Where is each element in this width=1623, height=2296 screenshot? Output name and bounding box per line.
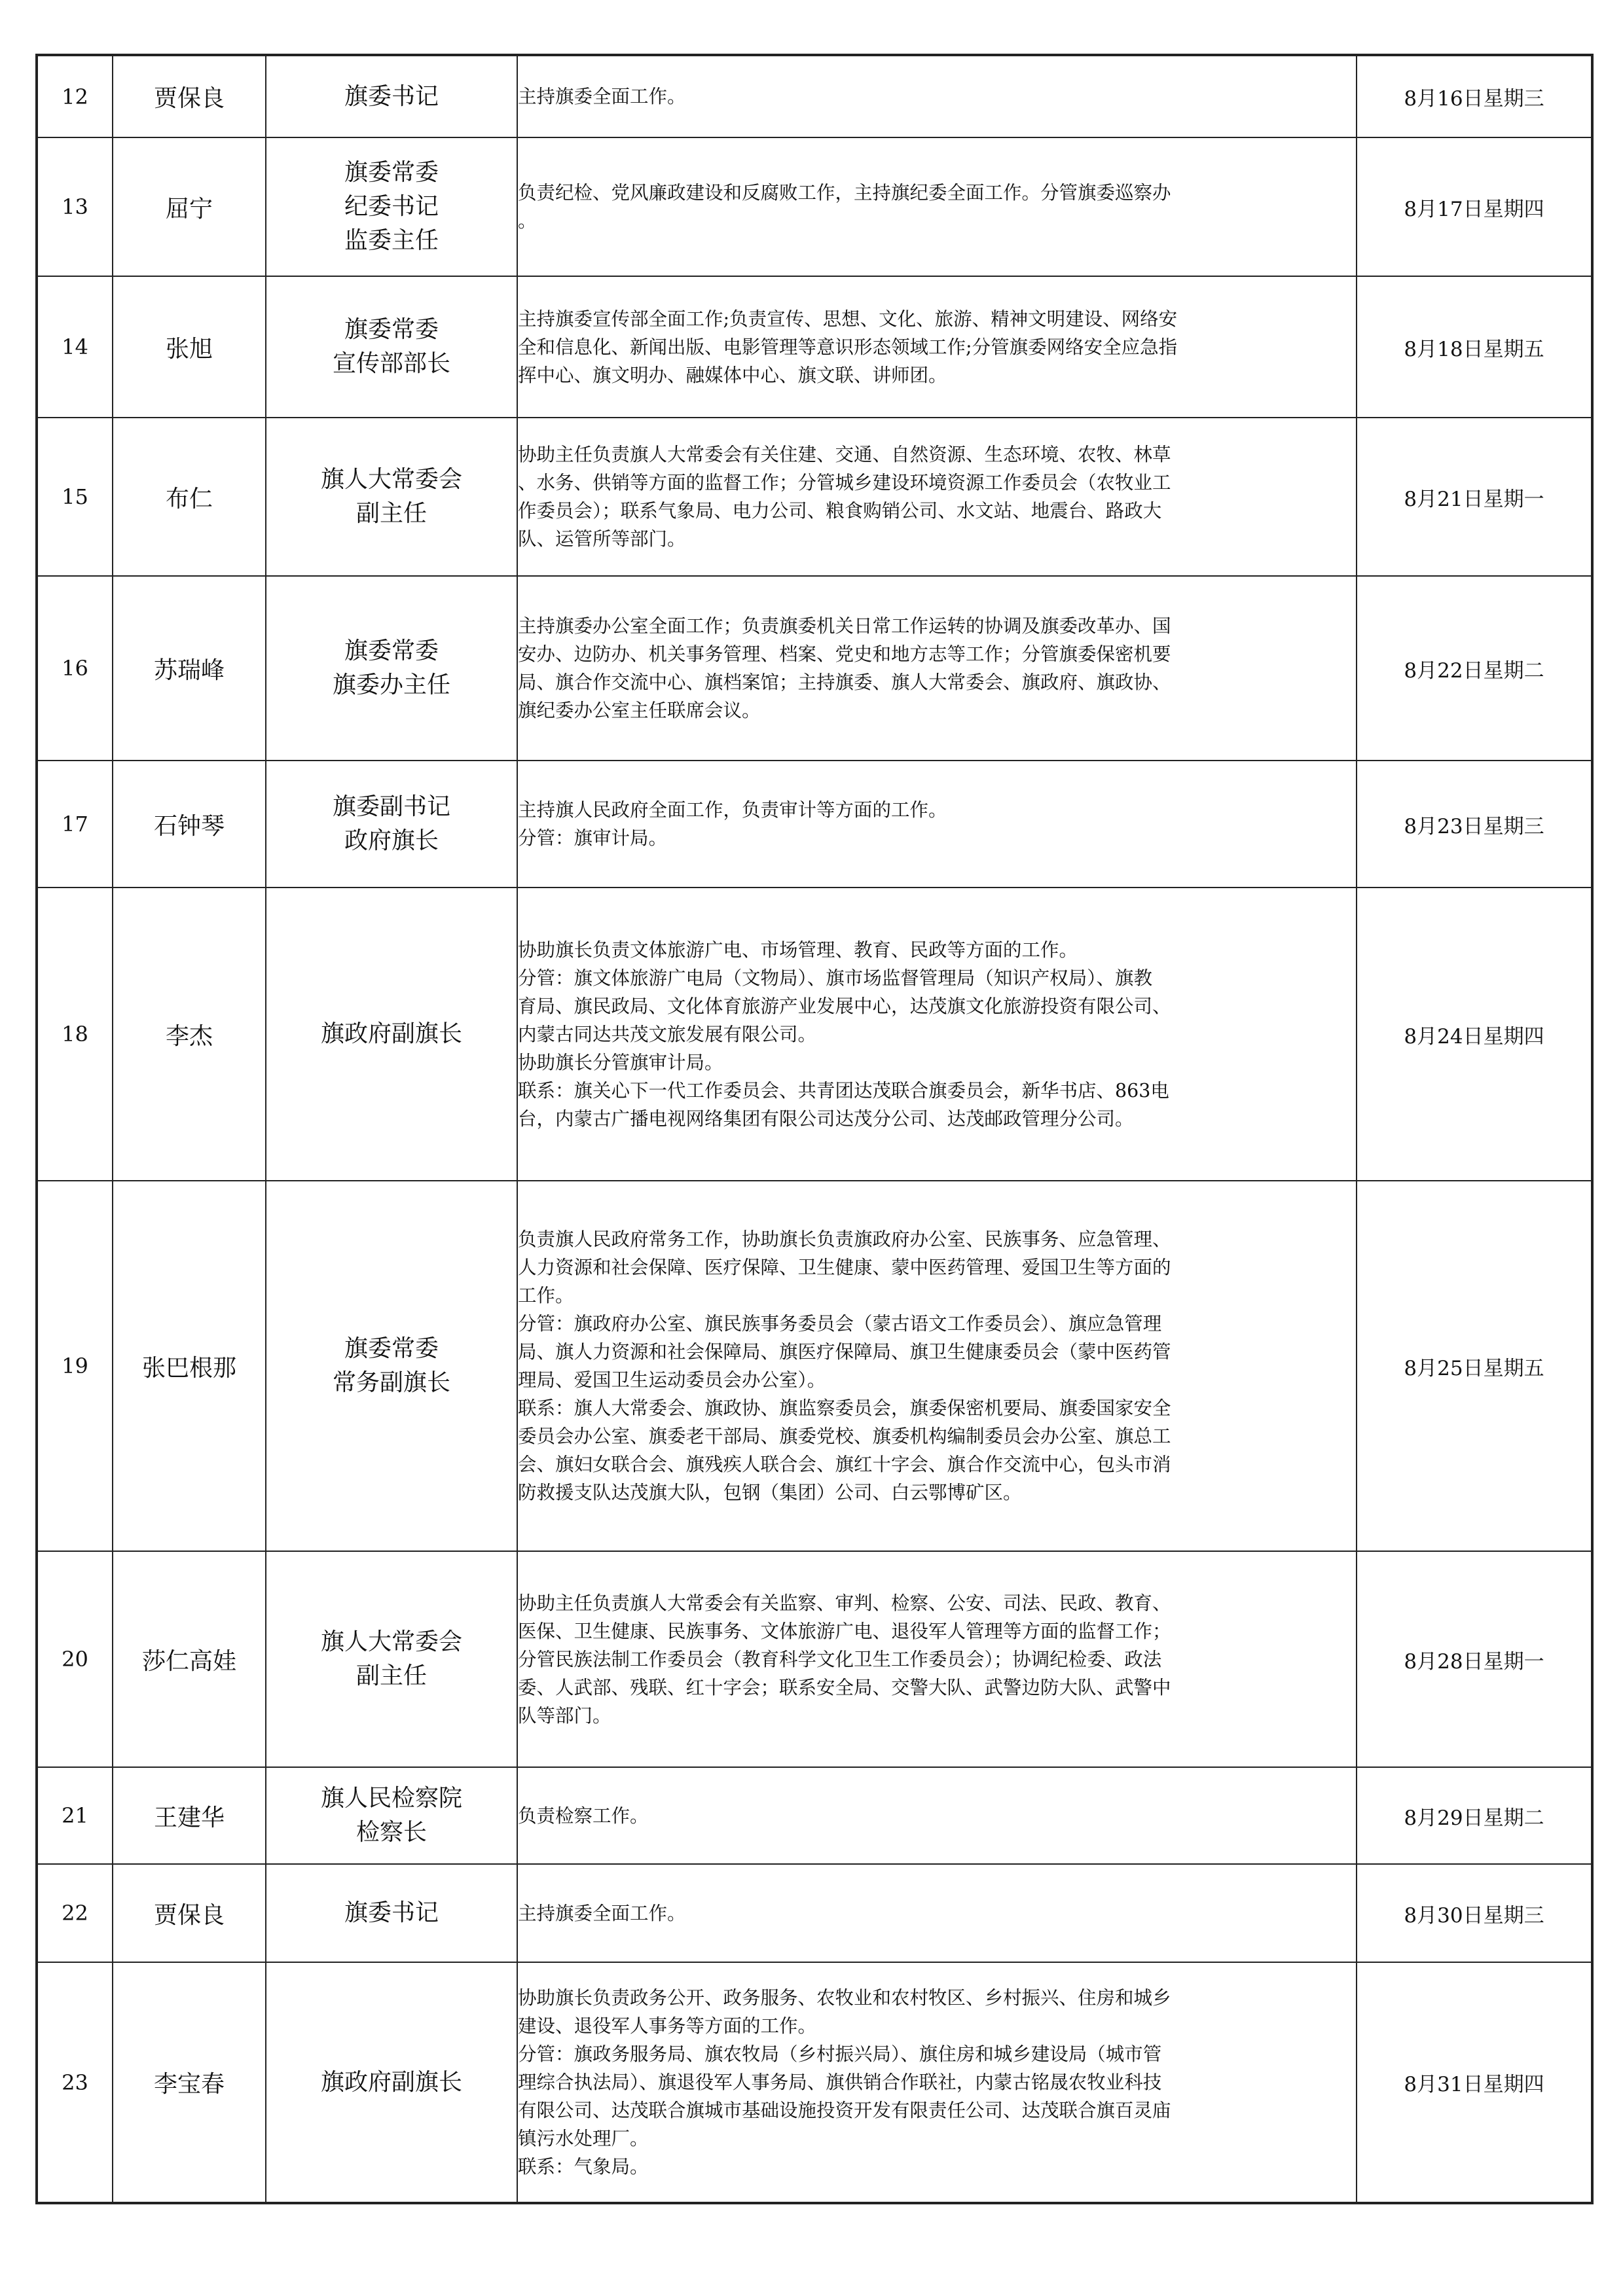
duty-description (517, 276, 1357, 418)
duty-line: 挥中心、旗文明办、融媒体中心、旗文联、讲师团。 (518, 364, 947, 386)
duty-line: 协助旗长负责政务公开、政务服务、农牧业和农村牧区、乡村振兴、住房和城乡 (518, 1987, 1171, 2009)
position-title-line: 常务副旗长 (332, 1369, 450, 1396)
duty-line: 协助主任负责旗人大常委会有关住建、交通、自然资源、生态环境、农牧、林草 (518, 444, 1171, 465)
position-title-line: 旗委常委 (344, 1335, 439, 1362)
duty-line: 人力资源和社会保障、医疗保障、卫生健康、蒙中医药管理、爱国卫生等方面的 (518, 1257, 1171, 1278)
duty-line: 协助主任负责旗人大常委会有关监察、审判、检察、公安、司法、民政、教育、 (518, 1592, 1171, 1614)
duty-line: 委、人武部、残联、红十字会；联系安全局、交警大队、武警边防大队、武警中 (518, 1676, 1171, 1698)
person-name: 苏瑞峰 (113, 576, 266, 761)
row-number: 23 (37, 1962, 113, 2203)
row-number: 13 (37, 137, 113, 276)
position-title-line: 副主任 (356, 1662, 427, 1689)
position-title (266, 761, 517, 888)
duty-date: 8月28日星期一 (1357, 1551, 1592, 1767)
duty-line: 台，内蒙古广播电视网络集团有限公司达茂分公司、达茂邮政管理分公司。 (518, 1107, 1134, 1130)
duty-date: 8月29日星期二 (1357, 1767, 1592, 1864)
duty-date: 8月22日星期二 (1357, 576, 1592, 761)
position-title (266, 1767, 517, 1864)
position-title-line: 旗政府副旗长 (320, 1020, 462, 1047)
duty-line: 联系：旗人大常委会、旗政协、旗监察委员会，旗委保密机要局、旗委国家安全 (518, 1397, 1171, 1419)
duty-line: 分管：旗文体旅游广电局（文物局）、旗市场监督管理局（知识产权局）、旗教 (518, 967, 1153, 989)
row-number: 21 (37, 1767, 113, 1864)
duty-date: 8月17日星期四 (1357, 137, 1592, 276)
position-title-line: 宣传部部长 (332, 350, 450, 377)
duty-line: 。 (518, 210, 537, 232)
position-title (266, 1181, 517, 1551)
duty-description (517, 137, 1357, 276)
duty-date: 8月23日星期三 (1357, 761, 1592, 888)
position-title (266, 276, 517, 418)
duty-line: 协助旗长分管旗审计局。 (518, 1051, 723, 1073)
person-name: 贾保良 (113, 1864, 266, 1962)
row-number: 20 (37, 1551, 113, 1767)
person-name: 张旭 (113, 276, 266, 418)
position-title (266, 888, 517, 1181)
duty-line: 全和信息化、新闻出版、电影管理等意识形态领域工作;分管旗委网络安全应急指 (518, 336, 1178, 358)
duty-line: 负责旗人民政府常务工作，协助旗长负责旗政府办公室、民族事务、应急管理、 (518, 1229, 1171, 1250)
table-row (37, 1864, 1592, 1962)
duty-date: 8月25日星期五 (1357, 1181, 1592, 1551)
duty-description (517, 576, 1357, 761)
position-title (266, 576, 517, 761)
duty-line: 镇污水处理厂。 (518, 2128, 649, 2149)
duty-description (517, 1181, 1357, 1551)
table-row (37, 1181, 1592, 1551)
duty-line: 分管：旗审计局。 (518, 827, 668, 849)
duty-date: 8月21日星期一 (1357, 418, 1592, 576)
row-number: 22 (37, 1864, 113, 1962)
position-title (266, 55, 517, 137)
duty-line: 局、旗合作交流中心、旗档案馆；主持旗委、旗人大常委会、旗政府、旗政协、 (518, 672, 1171, 693)
position-title-line: 旗人大常委会 (320, 466, 462, 493)
position-title-line: 旗委书记 (344, 1899, 439, 1926)
row-number: 15 (37, 418, 113, 576)
duty-line: 理局、爱国卫生运动委员会办公室）。 (518, 1369, 826, 1391)
duty-line: 协助旗长负责文体旅游广电、市场管理、教育、民政等方面的工作。 (518, 939, 1078, 961)
person-name: 王建华 (113, 1767, 266, 1864)
duty-line: 工作。 (518, 1285, 574, 1306)
person-name: 屈宁 (113, 137, 266, 276)
duty-line: 内蒙古同达共茂文旅发展有限公司。 (518, 1023, 817, 1045)
duty-line: 防救援支队达茂旗大队，包钢（集团）公司、白云鄂博矿区。 (518, 1482, 1022, 1503)
duty-line: 分管民族法制工作委员会（教育科学文化卫生工作委员会）；协调纪检委、政法 (518, 1648, 1162, 1670)
row-number: 12 (37, 55, 113, 137)
person-name: 莎仁高娃 (113, 1551, 266, 1767)
table-row (37, 418, 1592, 576)
position-title-line: 旗委办主任 (332, 672, 450, 698)
row-number: 16 (37, 576, 113, 761)
duty-date: 8月24日星期四 (1357, 888, 1592, 1181)
table-row (37, 1767, 1592, 1864)
position-title-line: 旗政府副旗长 (320, 2068, 462, 2096)
duty-line: 会、旗妇女联合会、旗残疾人联合会、旗红十字会、旗合作交流中心，包头市消 (518, 1454, 1171, 1475)
duty-line: 主持旗委全面工作。 (518, 1902, 686, 1924)
duty-line: 建设、退役军人事务等方面的工作。 (518, 2015, 817, 2037)
position-title (266, 1864, 517, 1962)
duty-date: 8月31日星期四 (1357, 1962, 1592, 2203)
duty-line: 安办、边防办、机关事务管理、档案、党史和地方志等工作；分管旗委保密机要 (518, 643, 1171, 665)
duty-description (517, 1962, 1357, 2203)
duty-line: 队、运管所等部门。 (518, 528, 686, 550)
person-name: 石钟琴 (113, 761, 266, 888)
duty-line: 负责检察工作。 (518, 1804, 649, 1827)
table-row (37, 888, 1592, 1181)
table-row (37, 1551, 1592, 1767)
person-name: 李宝春 (113, 1962, 266, 2203)
duty-line: 队等部门。 (518, 1704, 611, 1727)
duty-description (517, 1864, 1357, 1962)
table-row (37, 276, 1592, 418)
duty-line: 主持旗委宣传部全面工作;负责宣传、思想、文化、旅游、精神文明建设、网络安 (518, 308, 1178, 330)
duty-line: 联系：旗关心下一代工作委员会、共青团达茂联合旗委员会，新华书店、863电 (518, 1079, 1169, 1102)
duty-line: 主持旗人民政府全面工作，负责审计等方面的工作。 (518, 799, 947, 821)
position-title-line: 副主任 (356, 500, 427, 527)
person-name: 李杰 (113, 888, 266, 1181)
duty-description (517, 1551, 1357, 1767)
position-title (266, 1962, 517, 2203)
duty-line: 有限公司、达茂联合旗城市基础设施投资开发有限责任公司、达茂联合旗百灵庙 (518, 2100, 1171, 2121)
table-body (37, 55, 1592, 2203)
position-title-line: 旗人大常委会 (320, 1628, 462, 1655)
table-row (37, 1962, 1592, 2203)
row-number: 18 (37, 888, 113, 1181)
duty-line: 主持旗委办公室全面工作；负责旗委机关日常工作运转的协调及旗委改革办、国 (518, 615, 1171, 637)
person-name: 贾保良 (113, 55, 266, 137)
position-title-line: 旗委常委 (344, 316, 439, 343)
duty-schedule-table (35, 54, 1594, 2204)
duty-description (517, 761, 1357, 888)
duty-line: 医保、卫生健康、民族事务、文体旅游广电、退役军人管理等方面的监督工作； (518, 1620, 1171, 1642)
duty-line: 联系：气象局。 (518, 2156, 649, 2178)
duty-description (517, 1767, 1357, 1864)
person-name: 张巴根那 (113, 1181, 266, 1551)
duty-description (517, 55, 1357, 137)
position-title-line: 纪委书记 (344, 193, 439, 220)
row-number: 14 (37, 276, 113, 418)
position-title-line: 旗委书记 (344, 82, 439, 110)
duty-line: 、水务、供销等方面的监督工作；分管城乡建设环境资源工作委员会（农牧业工 (518, 472, 1171, 493)
position-title (266, 1551, 517, 1767)
duty-line: 局、旗人力资源和社会保障局、旗医疗保障局、旗卫生健康委员会（蒙中医药管 (518, 1341, 1171, 1363)
table-row (37, 576, 1592, 761)
duty-line: 作委员会）；联系气象局、电力公司、粮食购销公司、水文站、地震台、路政大 (518, 500, 1162, 522)
table-row (37, 55, 1592, 137)
position-title-line: 旗委常委 (344, 159, 439, 186)
duty-date: 8月16日星期三 (1357, 55, 1592, 137)
position-title-line: 旗委副书记 (332, 793, 450, 820)
duty-description (517, 418, 1357, 576)
duty-line: 分管：旗政务服务局、旗农牧局（乡村振兴局）、旗住房和城乡建设局（城市管 (518, 2043, 1162, 2065)
duty-date: 8月30日星期三 (1357, 1864, 1592, 1962)
duty-line: 负责纪检、党风廉政建设和反腐败工作，主持旗纪委全面工作。分管旗委巡察办 (518, 182, 1171, 204)
duty-description (517, 888, 1357, 1181)
position-title-line: 旗人民检察院 (320, 1785, 462, 1812)
duty-line: 主持旗委全面工作。 (518, 86, 686, 107)
duty-line: 分管：旗政府办公室、旗民族事务委员会（蒙古语文工作委员会）、旗应急管理 (518, 1313, 1162, 1335)
position-title-line: 监委主任 (344, 227, 439, 254)
row-number: 19 (37, 1181, 113, 1551)
position-title-line: 检察长 (356, 1819, 427, 1846)
position-title-line: 政府旗长 (344, 827, 439, 854)
position-title (266, 418, 517, 576)
duty-line: 委员会办公室、旗委老干部局、旗委党校、旗委机构编制委员会办公室、旗总工 (518, 1426, 1171, 1447)
duty-line: 育局、旗民政局、文化体育旅游产业发展中心，达茂旗文化旅游投资有限公司、 (518, 995, 1171, 1017)
table-row (37, 137, 1592, 276)
person-name: 布仁 (113, 418, 266, 576)
position-title (266, 137, 517, 276)
position-title-line: 旗委常委 (344, 637, 439, 664)
table-row (37, 761, 1592, 888)
duty-line: 旗纪委办公室主任联席会议。 (518, 700, 761, 721)
row-number: 17 (37, 761, 113, 888)
duty-date: 8月18日星期五 (1357, 276, 1592, 418)
duty-line: 理综合执法局）、旗退役军人事务局、旗供销合作联社，内蒙古铭晟农牧业科技 (518, 2072, 1162, 2093)
